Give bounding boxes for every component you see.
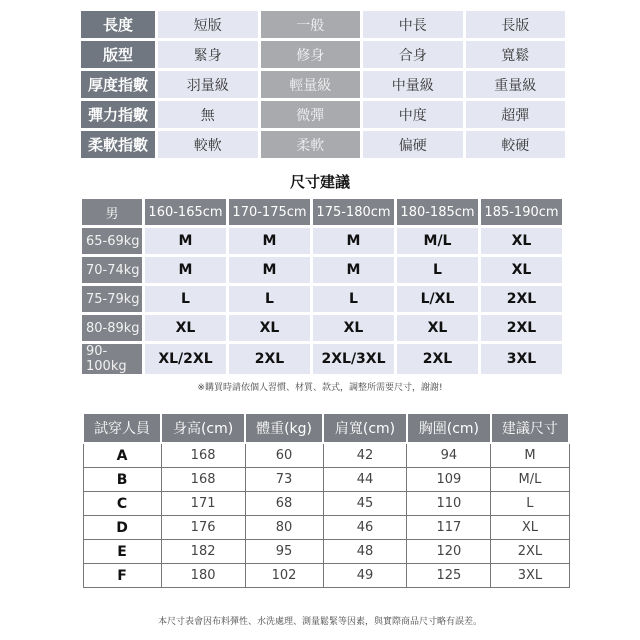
size-value: M xyxy=(229,257,310,283)
size-value: M xyxy=(313,257,394,283)
size-value: XL xyxy=(313,315,394,341)
try-on-value: 46 xyxy=(323,516,407,540)
try-on-value: 73 xyxy=(245,468,323,492)
size-value: 2XL xyxy=(397,344,478,374)
size-value: XL xyxy=(145,315,226,341)
attribute-option-selected: 微彈 xyxy=(261,101,361,128)
size-value: L/XL xyxy=(397,286,478,312)
size-value: 2XL xyxy=(229,344,310,374)
try-on-value: 49 xyxy=(323,564,407,588)
attribute-option: 寬鬆 xyxy=(466,41,566,68)
attribute-option: 短版 xyxy=(158,11,258,38)
try-on-value: 120 xyxy=(407,540,491,564)
size-value: XL xyxy=(229,315,310,341)
weight-range-label: 80-89kg xyxy=(82,315,142,341)
try-on-value: 95 xyxy=(245,540,323,564)
tester-id: C xyxy=(83,492,161,516)
attribute-option: 合身 xyxy=(363,41,463,68)
try-on-value: 171 xyxy=(161,492,245,516)
try-on-value: 3XL xyxy=(491,564,569,588)
try-on-column-header: 身高(cm) xyxy=(161,413,245,443)
attribute-option: 緊身 xyxy=(158,41,258,68)
size-note: ※購買時請依個人習慣、材質、款式，調整所需要尺寸，謝謝! xyxy=(197,383,443,393)
tester-id: F xyxy=(83,564,161,588)
size-value: M/L xyxy=(397,228,478,254)
size-header-row xyxy=(82,199,562,225)
attribute-option-selected: 修身 xyxy=(261,41,361,68)
size-suggestion-table xyxy=(79,196,565,377)
height-range-header: 185-190cm xyxy=(481,199,562,225)
try-on-value: 68 xyxy=(245,492,323,516)
try-on-value: 42 xyxy=(323,443,407,468)
size-value: 2XL xyxy=(481,286,562,312)
height-range-header: 160-165cm xyxy=(145,199,226,225)
try-on-value: 110 xyxy=(407,492,491,516)
height-range-header: 170-175cm xyxy=(229,199,310,225)
attribute-row xyxy=(81,11,565,38)
size-value: 2XL/3XL xyxy=(313,344,394,374)
attribute-label: 厚度指數 xyxy=(81,71,155,98)
try-on-value: 117 xyxy=(407,516,491,540)
try-on-value: XL xyxy=(491,516,569,540)
attribute-option: 長版 xyxy=(466,11,566,38)
size-value: M xyxy=(313,228,394,254)
attribute-option: 較硬 xyxy=(466,131,566,158)
tester-id: A xyxy=(83,443,161,468)
tester-id: E xyxy=(83,540,161,564)
attribute-option: 中量級 xyxy=(363,71,463,98)
size-row xyxy=(82,315,562,341)
try-on-value: 180 xyxy=(161,564,245,588)
try-on-value: 102 xyxy=(245,564,323,588)
weight-range-label: 75-79kg xyxy=(82,286,142,312)
try-on-value: 60 xyxy=(245,443,323,468)
try-on-row xyxy=(83,516,569,540)
size-value: 2XL xyxy=(481,315,562,341)
try-on-value: 109 xyxy=(407,468,491,492)
weight-range-label: 90-100kg xyxy=(82,344,142,374)
attribute-option: 中度 xyxy=(363,101,463,128)
try-on-row xyxy=(83,443,569,468)
measurement-footnote: 本尺寸表會因布料彈性、水洗處理、測量鬆緊等因素，與實際商品尺寸略有誤差。 xyxy=(157,617,482,627)
try-on-value: 182 xyxy=(161,540,245,564)
try-on-value: 48 xyxy=(323,540,407,564)
size-value: L xyxy=(313,286,394,312)
try-on-value: 168 xyxy=(161,443,245,468)
size-corner-label: 男 xyxy=(82,199,142,225)
height-range-header: 175-180cm xyxy=(313,199,394,225)
size-value: XL/2XL xyxy=(145,344,226,374)
size-value: M xyxy=(145,257,226,283)
try-on-row xyxy=(83,492,569,516)
weight-range-label: 70-74kg xyxy=(82,257,142,283)
size-suggestion-title: 尺寸建議 xyxy=(289,173,350,191)
try-on-value: M/L xyxy=(491,468,569,492)
size-row xyxy=(82,286,562,312)
size-row xyxy=(82,228,562,254)
attribute-row xyxy=(81,101,565,128)
attribute-option-selected: 輕量級 xyxy=(261,71,361,98)
size-row xyxy=(82,344,562,374)
try-on-value: 176 xyxy=(161,516,245,540)
try-on-column-header: 胸圍(cm) xyxy=(407,413,491,443)
attribute-option: 偏硬 xyxy=(363,131,463,158)
size-value: L xyxy=(229,286,310,312)
try-on-column-header: 肩寬(cm) xyxy=(323,413,407,443)
try-on-value: 125 xyxy=(407,564,491,588)
try-on-row xyxy=(83,564,569,588)
attribute-label: 版型 xyxy=(81,41,155,68)
attribute-option: 重量級 xyxy=(466,71,566,98)
attribute-row xyxy=(81,41,565,68)
size-value: XL xyxy=(481,228,562,254)
attribute-label: 彈力指數 xyxy=(81,101,155,128)
size-value: M xyxy=(145,228,226,254)
attribute-option: 無 xyxy=(158,101,258,128)
try-on-row xyxy=(83,468,569,492)
tester-id: B xyxy=(83,468,161,492)
try-on-value: 2XL xyxy=(491,540,569,564)
size-value: 3XL xyxy=(481,344,562,374)
try-on-row xyxy=(83,540,569,564)
try-on-value: L xyxy=(491,492,569,516)
attribute-option: 羽量級 xyxy=(158,71,258,98)
try-on-column-header: 建議尺寸 xyxy=(491,413,569,443)
try-on-value: 80 xyxy=(245,516,323,540)
attribute-option-selected: 柔軟 xyxy=(261,131,361,158)
attribute-row xyxy=(81,131,565,158)
height-range-header: 180-185cm xyxy=(397,199,478,225)
try-on-value: 44 xyxy=(323,468,407,492)
try-on-column-header: 體重(kg) xyxy=(245,413,323,443)
size-value: M xyxy=(229,228,310,254)
attribute-option: 中長 xyxy=(363,11,463,38)
tester-id: D xyxy=(83,516,161,540)
size-value: L xyxy=(397,257,478,283)
size-value: XL xyxy=(397,315,478,341)
try-on-column-header: 試穿人員 xyxy=(83,413,161,443)
attribute-option-selected: 一般 xyxy=(261,11,361,38)
attribute-option: 超彈 xyxy=(466,101,566,128)
try-on-value: M xyxy=(491,443,569,468)
try-on-value: 168 xyxy=(161,468,245,492)
attribute-label: 柔軟指數 xyxy=(81,131,155,158)
attribute-table xyxy=(78,8,568,161)
attribute-option: 較軟 xyxy=(158,131,258,158)
try-on-value: 45 xyxy=(323,492,407,516)
attribute-row xyxy=(81,71,565,98)
weight-range-label: 65-69kg xyxy=(82,228,142,254)
attribute-label: 長度 xyxy=(81,11,155,38)
try-on-value: 94 xyxy=(407,443,491,468)
size-value: XL xyxy=(481,257,562,283)
size-value: L xyxy=(145,286,226,312)
size-row xyxy=(82,257,562,283)
try-on-table xyxy=(82,412,570,588)
